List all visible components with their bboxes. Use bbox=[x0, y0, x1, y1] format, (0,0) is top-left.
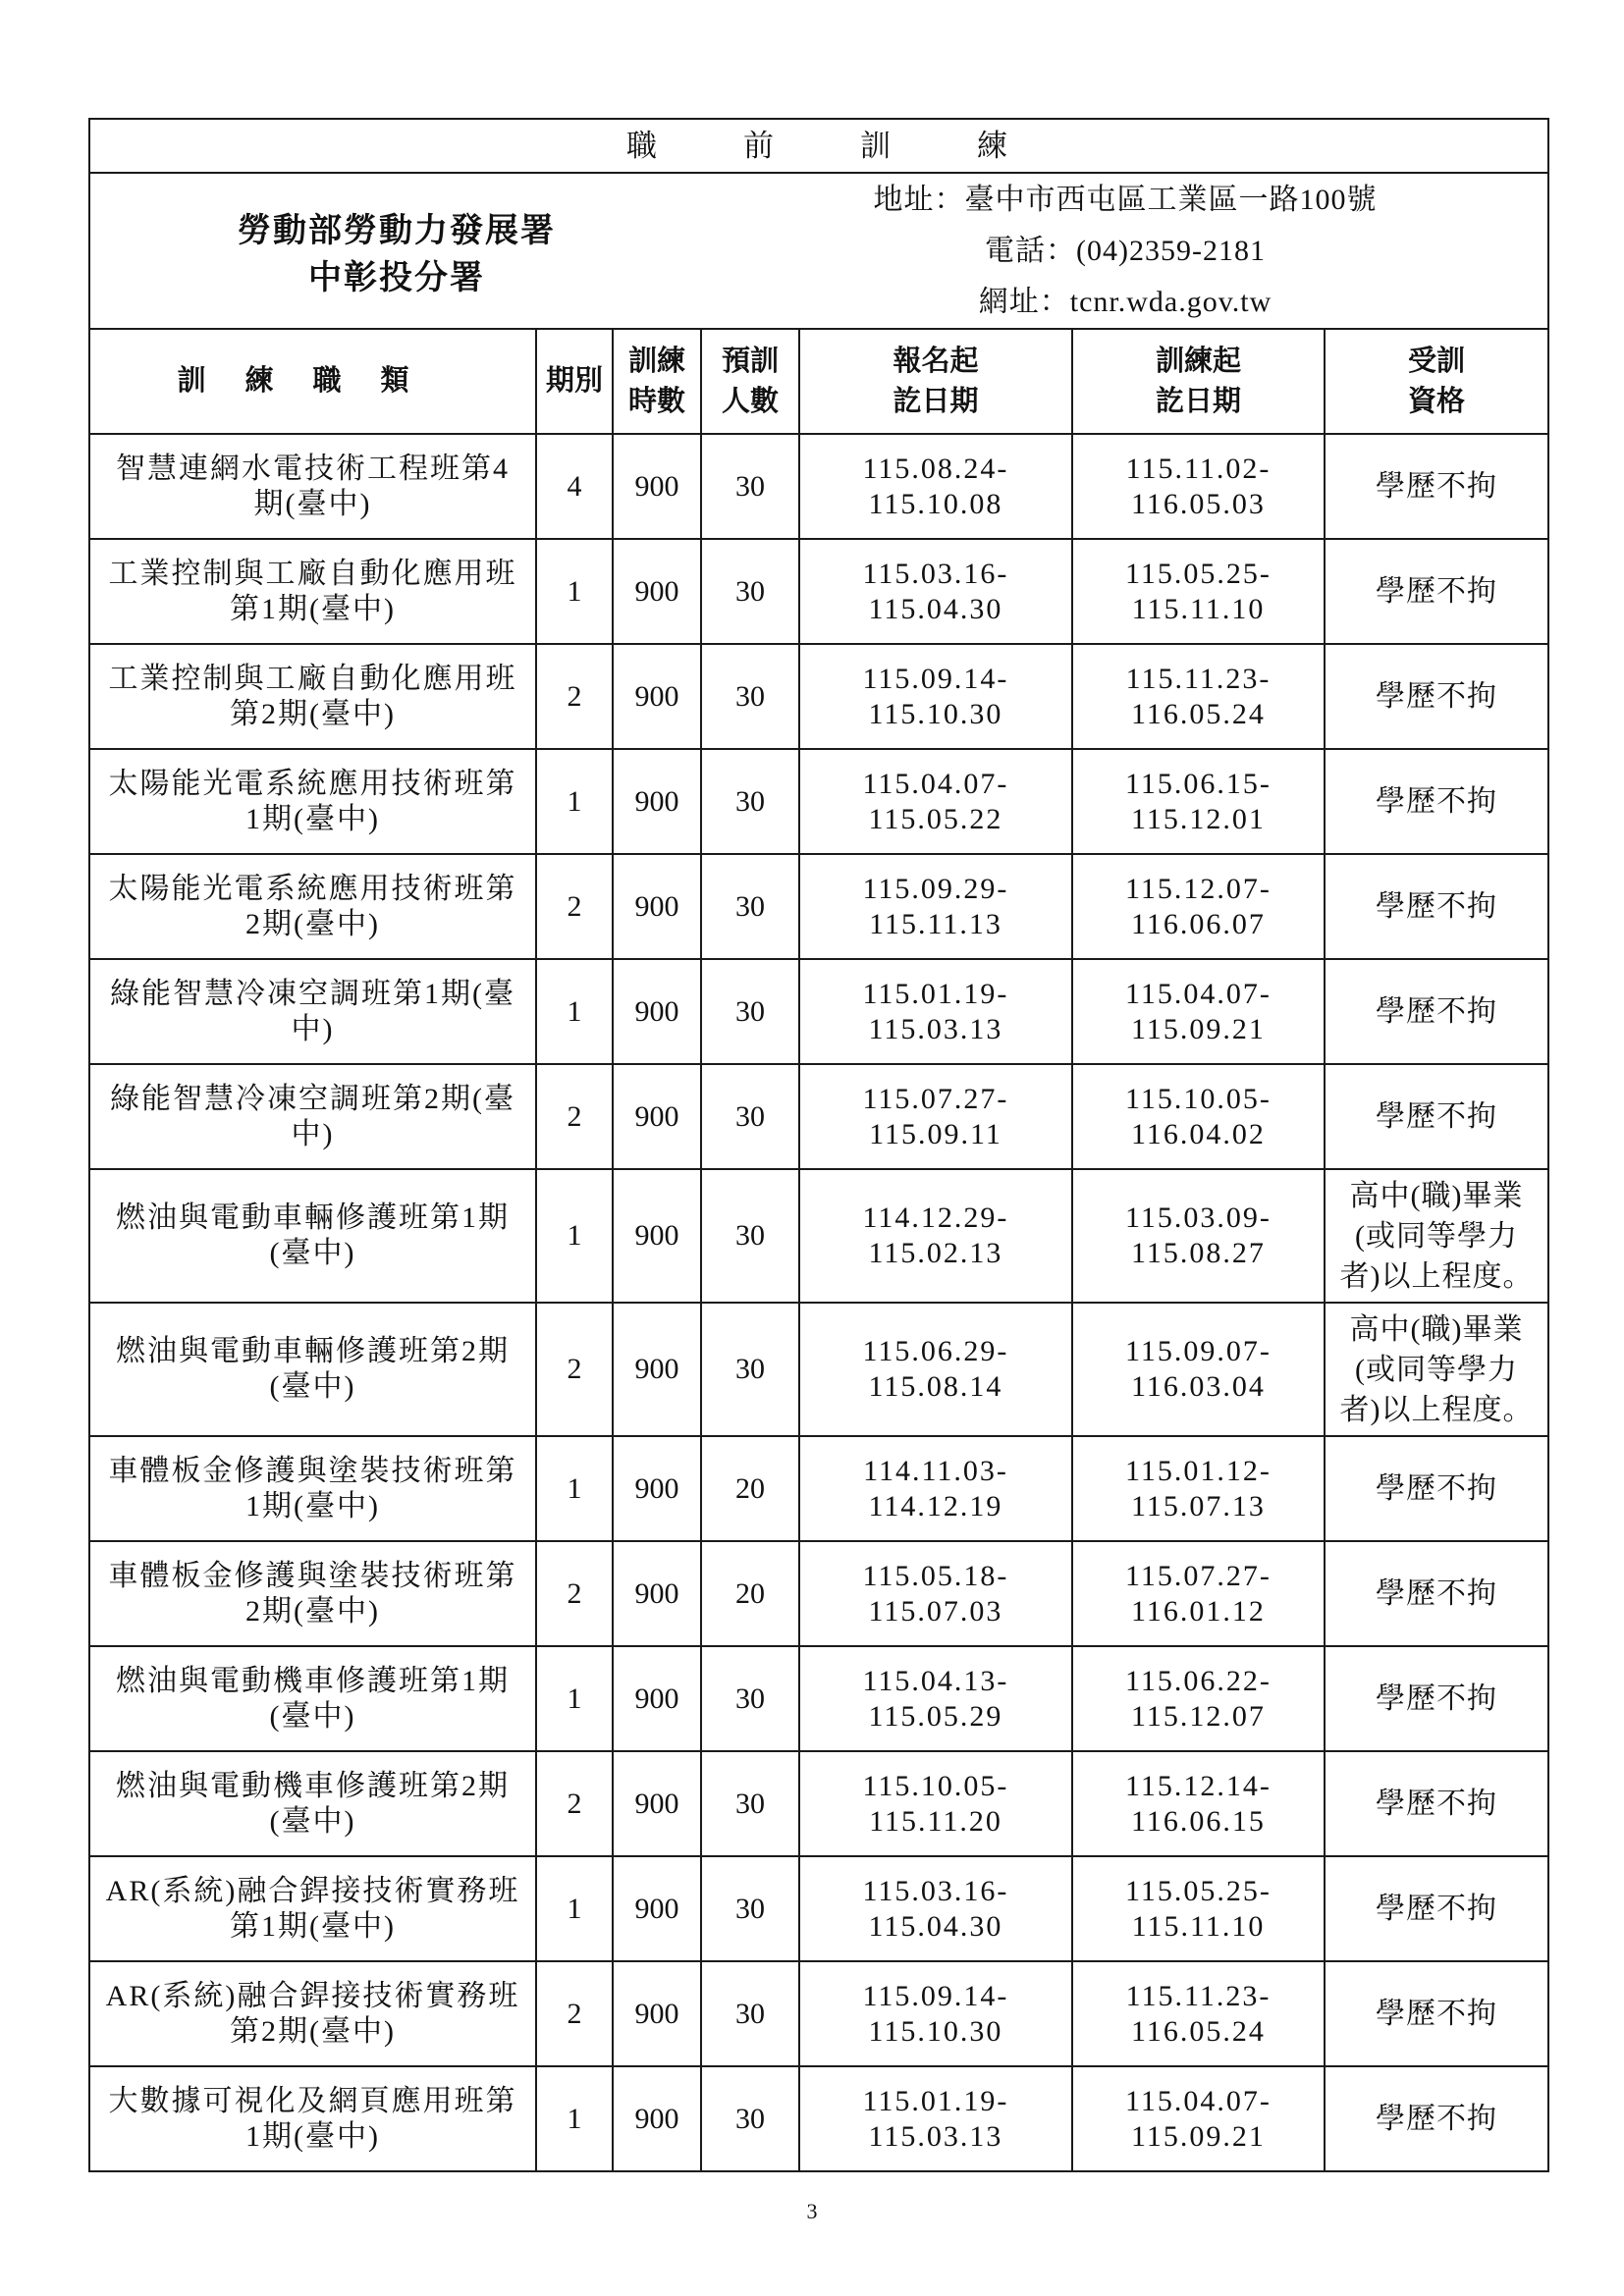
course-trainees-cell: 30 bbox=[701, 959, 799, 1064]
course-row bbox=[89, 1064, 1548, 1169]
column-header-qualification bbox=[1325, 329, 1548, 434]
course-trainees-cell: 30 bbox=[701, 1303, 799, 1436]
course-name-line: 工業控制與工廠自動化應用班 bbox=[108, 662, 517, 695]
course-name-cell bbox=[89, 1064, 536, 1169]
course-period-cell: 1 bbox=[536, 2066, 613, 2171]
course-registration-date-line: 115.03.13 bbox=[868, 2119, 1003, 2153]
course-qualification-line: 者)以上程度。 bbox=[1339, 1393, 1534, 1426]
course-name-cell bbox=[89, 959, 536, 1064]
course-name-line: 燃油與電動車輛修護班第2期 bbox=[116, 1335, 510, 1367]
course-qualification-line: 學歷不拘 bbox=[1376, 1788, 1498, 1820]
course-qualification-line: 學歷不拘 bbox=[1376, 575, 1498, 608]
course-qualification-cell bbox=[1325, 539, 1548, 644]
course-hours-cell: 900 bbox=[613, 1751, 701, 1856]
course-training-date-line: 115.08.27 bbox=[1131, 1237, 1266, 1269]
course-hours-cell: 900 bbox=[613, 1436, 701, 1541]
course-period-cell: 2 bbox=[536, 1961, 613, 2066]
course-training-date-line: 116.06.07 bbox=[1131, 907, 1266, 940]
course-name-cell bbox=[89, 1856, 536, 1961]
course-trainees-cell: 30 bbox=[701, 434, 799, 539]
course-registration-date-line: 115.04.13- bbox=[862, 1664, 1009, 1697]
course-qualification-cell bbox=[1325, 434, 1548, 539]
course-training-date-line: 115.11.10 bbox=[1131, 1909, 1266, 1943]
course-training-date-line: 115.03.09- bbox=[1125, 1201, 1272, 1234]
course-registration-date-line: 115.04.07- bbox=[862, 767, 1009, 800]
column-header-training bbox=[1072, 329, 1325, 434]
course-name-cell bbox=[89, 1169, 536, 1303]
course-registration-date-line: 115.10.30 bbox=[868, 2014, 1003, 2048]
course-qualification-cell bbox=[1325, 1303, 1548, 1436]
course-name-line: 綠能智慧冷凍空調班第2期(臺 bbox=[110, 1082, 515, 1115]
course-name-line: 太陽能光電系統應用技術班第 bbox=[108, 872, 517, 905]
course-registration-date-line: 115.05.29 bbox=[868, 1699, 1003, 1733]
course-period-cell: 1 bbox=[536, 539, 613, 644]
course-name-line: 車體板金修護與塗裝技術班第 bbox=[108, 1559, 517, 1592]
course-training-date-line: 115.11.23- bbox=[1125, 662, 1272, 695]
course-training-date-line: 116.05.24 bbox=[1131, 697, 1266, 730]
course-name-cell bbox=[89, 539, 536, 644]
course-training-dates-cell bbox=[1072, 854, 1325, 959]
organization-block bbox=[90, 174, 703, 328]
course-training-date-line: 115.12.07 bbox=[1131, 1699, 1266, 1733]
course-hours-cell: 900 bbox=[613, 539, 701, 644]
course-name-line: 中) bbox=[291, 1117, 335, 1150]
course-name-line: 燃油與電動機車修護班第1期 bbox=[116, 1664, 510, 1697]
course-qualification-line: 學歷不拘 bbox=[1376, 995, 1498, 1028]
course-qualification-line: 學歷不拘 bbox=[1376, 1682, 1498, 1715]
course-training-dates-cell bbox=[1072, 749, 1325, 854]
course-training-date-line: 115.05.25- bbox=[1125, 1874, 1272, 1907]
course-registration-date-line: 115.10.30 bbox=[868, 697, 1003, 730]
course-registration-dates-cell bbox=[799, 1064, 1072, 1169]
column-header-hours bbox=[613, 329, 701, 434]
course-qualification-cell bbox=[1325, 1961, 1548, 2066]
course-name-line: AR(系統)融合銲接技術實務班 bbox=[105, 1874, 520, 1907]
organization-row bbox=[89, 173, 1548, 329]
course-hours-cell: 900 bbox=[613, 1646, 701, 1751]
course-name-line: 燃油與電動車輛修護班第1期 bbox=[116, 1201, 510, 1234]
course-registration-dates-cell bbox=[799, 644, 1072, 749]
training-schedule-table bbox=[88, 118, 1549, 2172]
course-name-line: 2期(臺中) bbox=[245, 1594, 380, 1628]
course-training-date-line: 115.06.15- bbox=[1125, 767, 1272, 800]
column-header-period: 期別 bbox=[536, 329, 613, 434]
course-registration-dates-cell bbox=[799, 1541, 1072, 1646]
contact-phone: 電話：(04)2359-2181 bbox=[985, 234, 1267, 267]
course-trainees-cell: 30 bbox=[701, 2066, 799, 2171]
course-training-date-line: 115.07.13 bbox=[1131, 1489, 1266, 1522]
course-name-line: 1期(臺中) bbox=[245, 1489, 380, 1522]
course-name-line: (臺中) bbox=[269, 1699, 356, 1733]
course-training-date-line: 115.12.07- bbox=[1125, 872, 1272, 905]
course-training-date-line: 115.11.23- bbox=[1125, 1979, 1272, 2012]
course-row bbox=[89, 1856, 1548, 1961]
course-training-date-line: 115.11.10 bbox=[1131, 592, 1266, 625]
course-row bbox=[89, 434, 1548, 539]
course-row bbox=[89, 1961, 1548, 2066]
course-registration-date-line: 115.07.03 bbox=[868, 1594, 1003, 1628]
course-registration-dates-cell bbox=[799, 2066, 1072, 2171]
course-qualification-line: 學歷不拘 bbox=[1376, 890, 1498, 923]
course-qualification-line: 者)以上程度。 bbox=[1339, 1259, 1534, 1293]
course-name-line: 大數據可視化及網頁應用班第 bbox=[108, 2084, 517, 2117]
course-registration-date-line: 115.05.22 bbox=[868, 802, 1003, 835]
course-trainees-cell: 20 bbox=[701, 1541, 799, 1646]
column-header-trainees bbox=[701, 329, 799, 434]
column-header-trainees-line: 人數 bbox=[721, 385, 779, 417]
course-registration-date-line: 115.09.29- bbox=[862, 872, 1009, 905]
course-name-line: 第2期(臺中) bbox=[230, 2014, 396, 2048]
course-hours-cell: 900 bbox=[613, 1961, 701, 2066]
course-training-date-line: 116.05.03 bbox=[1131, 487, 1266, 520]
course-qualification-line: (或同等學力 bbox=[1355, 1353, 1519, 1386]
course-registration-dates-cell bbox=[799, 1303, 1072, 1436]
course-hours-cell: 900 bbox=[613, 644, 701, 749]
course-registration-date-line: 115.03.16- bbox=[862, 557, 1009, 590]
column-header-trainees-line: 預訓 bbox=[721, 345, 779, 377]
course-qualification-line: 學歷不拘 bbox=[1376, 470, 1498, 503]
column-header-hours-line: 時數 bbox=[627, 385, 685, 417]
course-training-date-line: 115.04.07- bbox=[1125, 977, 1272, 1010]
course-trainees-cell: 30 bbox=[701, 1856, 799, 1961]
course-period-cell: 1 bbox=[536, 749, 613, 854]
organization-header bbox=[89, 173, 1548, 329]
course-training-date-line: 115.10.05- bbox=[1125, 1082, 1272, 1115]
contact-address: 地址：臺中市西屯區工業區一路100號 bbox=[873, 183, 1378, 216]
course-training-dates-cell bbox=[1072, 1169, 1325, 1303]
course-training-dates-cell bbox=[1072, 539, 1325, 644]
course-row bbox=[89, 644, 1548, 749]
course-registration-dates-cell bbox=[799, 854, 1072, 959]
course-trainees-cell: 20 bbox=[701, 1436, 799, 1541]
course-period-cell: 1 bbox=[536, 959, 613, 1064]
course-hours-cell: 900 bbox=[613, 1856, 701, 1961]
course-hours-cell: 900 bbox=[613, 1303, 701, 1436]
course-hours-cell: 900 bbox=[613, 434, 701, 539]
course-hours-cell: 900 bbox=[613, 1169, 701, 1303]
course-name-line: 1期(臺中) bbox=[245, 802, 380, 835]
course-name-line: 1期(臺中) bbox=[245, 2119, 380, 2153]
course-name-line: 智慧連網水電技術工程班第4 bbox=[116, 452, 510, 485]
column-header-registration-line: 報名起 bbox=[893, 345, 979, 377]
course-name-cell bbox=[89, 2066, 536, 2171]
course-qualification-line: 學歷不拘 bbox=[1376, 785, 1498, 818]
column-header-registration-line: 訖日期 bbox=[893, 385, 979, 417]
course-registration-date-line: 115.11.20 bbox=[869, 1804, 1002, 1838]
course-training-date-line: 115.12.14- bbox=[1125, 1769, 1272, 1802]
course-name-line: 中) bbox=[291, 1012, 335, 1045]
course-registration-dates-cell bbox=[799, 959, 1072, 1064]
course-qualification-cell bbox=[1325, 2066, 1548, 2171]
course-row bbox=[89, 1303, 1548, 1436]
course-training-date-line: 115.09.07- bbox=[1125, 1335, 1272, 1367]
course-registration-date-line: 115.01.19- bbox=[862, 977, 1009, 1010]
course-row bbox=[89, 1541, 1548, 1646]
course-training-date-line: 116.03.04 bbox=[1131, 1370, 1266, 1403]
course-registration-date-line: 115.09.14- bbox=[862, 1979, 1009, 2012]
course-qualification-cell bbox=[1325, 1064, 1548, 1169]
course-training-date-line: 115.11.02- bbox=[1125, 452, 1272, 485]
course-period-cell: 4 bbox=[536, 434, 613, 539]
column-header-registration bbox=[799, 329, 1072, 434]
organization-header-inner bbox=[90, 174, 1547, 328]
course-hours-cell: 900 bbox=[613, 959, 701, 1064]
course-trainees-cell: 30 bbox=[701, 1961, 799, 2066]
course-training-date-line: 115.06.22- bbox=[1125, 1664, 1272, 1697]
course-registration-dates-cell bbox=[799, 1646, 1072, 1751]
course-registration-date-line: 115.10.05- bbox=[862, 1769, 1009, 1802]
title-row bbox=[89, 119, 1548, 173]
course-name-line: 車體板金修護與塗裝技術班第 bbox=[108, 1454, 517, 1487]
course-qualification-cell bbox=[1325, 1541, 1548, 1646]
course-training-dates-cell bbox=[1072, 1303, 1325, 1436]
course-training-date-line: 115.07.27- bbox=[1125, 1559, 1272, 1592]
course-qualification-cell bbox=[1325, 1646, 1548, 1751]
course-training-date-line: 116.06.15 bbox=[1131, 1804, 1266, 1838]
course-training-date-line: 115.09.21 bbox=[1131, 2119, 1266, 2153]
course-name-cell bbox=[89, 644, 536, 749]
course-name-cell bbox=[89, 1961, 536, 2066]
course-name-line: AR(系統)融合銲接技術實務班 bbox=[105, 1979, 520, 2012]
course-name-line: 綠能智慧冷凍空調班第1期(臺 bbox=[110, 977, 515, 1010]
course-name-line: 太陽能光電系統應用技術班第 bbox=[108, 767, 517, 800]
course-period-cell: 2 bbox=[536, 644, 613, 749]
course-name-cell bbox=[89, 1436, 536, 1541]
course-training-dates-cell bbox=[1072, 1961, 1325, 2066]
course-registration-date-line: 115.09.14- bbox=[862, 662, 1009, 695]
column-header-row bbox=[89, 329, 1548, 434]
course-qualification-cell bbox=[1325, 749, 1548, 854]
course-registration-date-line: 115.02.13 bbox=[868, 1237, 1003, 1269]
course-qualification-line: 高中(職)畢業 bbox=[1349, 1179, 1524, 1212]
page-number: 3 bbox=[806, 2199, 818, 2223]
course-training-dates-cell bbox=[1072, 644, 1325, 749]
course-training-date-line: 116.01.12 bbox=[1131, 1594, 1266, 1628]
course-registration-date-line: 115.04.30 bbox=[868, 1909, 1003, 1943]
course-registration-date-line: 115.08.14 bbox=[868, 1370, 1003, 1403]
course-qualification-cell bbox=[1325, 959, 1548, 1064]
course-registration-date-line: 115.06.29- bbox=[862, 1335, 1009, 1367]
course-training-dates-cell bbox=[1072, 434, 1325, 539]
course-training-dates-cell bbox=[1072, 1646, 1325, 1751]
course-period-cell: 2 bbox=[536, 1303, 613, 1436]
course-name-line: 工業控制與工廠自動化應用班 bbox=[108, 557, 517, 590]
course-trainees-cell: 30 bbox=[701, 1169, 799, 1303]
course-registration-date-line: 114.11.03- bbox=[863, 1454, 1008, 1487]
column-header-qualification-line: 資格 bbox=[1408, 385, 1466, 417]
course-qualification-line: 學歷不拘 bbox=[1376, 680, 1498, 713]
course-registration-date-line: 115.07.27- bbox=[862, 1082, 1009, 1115]
course-registration-date-line: 115.10.08 bbox=[868, 487, 1003, 520]
course-registration-date-line: 115.11.13 bbox=[869, 907, 1002, 940]
course-training-dates-cell bbox=[1072, 1541, 1325, 1646]
course-training-dates-cell bbox=[1072, 1751, 1325, 1856]
course-training-date-line: 116.05.24 bbox=[1131, 2014, 1266, 2048]
course-hours-cell: 900 bbox=[613, 854, 701, 959]
course-registration-date-line: 115.03.13 bbox=[868, 1012, 1003, 1045]
course-name-line: 2期(臺中) bbox=[245, 907, 380, 940]
course-list bbox=[89, 434, 1548, 2171]
course-qualification-line: 高中(職)畢業 bbox=[1349, 1312, 1524, 1346]
course-name-cell bbox=[89, 434, 536, 539]
course-registration-dates-cell bbox=[799, 539, 1072, 644]
course-training-date-line: 115.09.21 bbox=[1131, 1012, 1266, 1045]
course-row bbox=[89, 539, 1548, 644]
course-qualification-line: 學歷不拘 bbox=[1376, 1893, 1498, 1925]
course-training-date-line: 116.04.02 bbox=[1131, 1117, 1266, 1150]
contact-website: 網址：tcnr.wda.gov.tw bbox=[978, 285, 1272, 318]
course-trainees-cell: 30 bbox=[701, 539, 799, 644]
course-name-cell bbox=[89, 1646, 536, 1751]
course-hours-cell: 900 bbox=[613, 1064, 701, 1169]
course-registration-dates-cell bbox=[799, 1751, 1072, 1856]
course-name-cell bbox=[89, 1541, 536, 1646]
course-registration-date-line: 115.03.16- bbox=[862, 1874, 1009, 1907]
course-registration-date-line: 114.12.29- bbox=[862, 1201, 1009, 1234]
course-hours-cell: 900 bbox=[613, 749, 701, 854]
course-name-line: (臺中) bbox=[269, 1370, 356, 1403]
column-header-hours-line: 訓練 bbox=[627, 345, 685, 377]
course-qualification-cell bbox=[1325, 644, 1548, 749]
course-registration-dates-cell bbox=[799, 749, 1072, 854]
course-training-dates-cell bbox=[1072, 959, 1325, 1064]
course-training-date-line: 115.01.12- bbox=[1125, 1454, 1272, 1487]
course-name-line: 燃油與電動機車修護班第2期 bbox=[116, 1769, 510, 1802]
course-training-dates-cell bbox=[1072, 1064, 1325, 1169]
course-period-cell: 1 bbox=[536, 1169, 613, 1303]
course-qualification-line: 學歷不拘 bbox=[1376, 1472, 1498, 1505]
course-name-line: 第2期(臺中) bbox=[230, 697, 396, 730]
course-registration-dates-cell bbox=[799, 1169, 1072, 1303]
course-qualification-line: 學歷不拘 bbox=[1376, 2103, 1498, 2135]
course-registration-date-line: 115.04.30 bbox=[868, 592, 1003, 625]
course-name-line: (臺中) bbox=[269, 1237, 356, 1269]
course-registration-date-line: 115.01.19- bbox=[862, 2084, 1009, 2117]
course-name-line: 第1期(臺中) bbox=[230, 592, 396, 625]
course-row bbox=[89, 1436, 1548, 1541]
course-training-date-line: 115.05.25- bbox=[1125, 557, 1272, 590]
course-registration-date-line: 115.08.24- bbox=[862, 452, 1009, 485]
course-trainees-cell: 30 bbox=[701, 644, 799, 749]
course-row bbox=[89, 1646, 1548, 1751]
organization-branch: 中彰投分署 bbox=[308, 259, 485, 296]
course-training-dates-cell bbox=[1072, 2066, 1325, 2171]
course-row bbox=[89, 749, 1548, 854]
course-qualification-line: 學歷不拘 bbox=[1376, 1998, 1498, 2030]
course-name-cell bbox=[89, 749, 536, 854]
course-qualification-line: (或同等學力 bbox=[1355, 1219, 1519, 1253]
course-qualification-cell bbox=[1325, 1169, 1548, 1303]
course-hours-cell: 900 bbox=[613, 1541, 701, 1646]
column-header-category: 訓練職類 bbox=[89, 329, 536, 434]
course-trainees-cell: 30 bbox=[701, 749, 799, 854]
course-name-line: (臺中) bbox=[269, 1804, 356, 1838]
course-hours-cell: 900 bbox=[613, 2066, 701, 2171]
course-name-cell bbox=[89, 1303, 536, 1436]
course-trainees-cell: 30 bbox=[701, 1751, 799, 1856]
course-registration-date-line: 115.05.18- bbox=[862, 1559, 1009, 1592]
course-training-date-line: 115.04.07- bbox=[1125, 2084, 1272, 2117]
document-title: 職前訓練 bbox=[89, 119, 1548, 173]
organization-name: 勞動部勞動力發展署 bbox=[238, 212, 556, 249]
course-period-cell: 2 bbox=[536, 1541, 613, 1646]
course-name-cell bbox=[89, 1751, 536, 1856]
course-row bbox=[89, 2066, 1548, 2171]
course-period-cell: 2 bbox=[536, 1064, 613, 1169]
column-header-training-line: 訓練起 bbox=[1155, 345, 1241, 377]
course-row bbox=[89, 1751, 1548, 1856]
course-training-date-line: 115.12.01 bbox=[1131, 802, 1266, 835]
course-registration-dates-cell bbox=[799, 434, 1072, 539]
course-registration-date-line: 115.09.11 bbox=[869, 1117, 1002, 1150]
course-registration-dates-cell bbox=[799, 1856, 1072, 1961]
course-period-cell: 1 bbox=[536, 1856, 613, 1961]
course-name-line: 第1期(臺中) bbox=[230, 1909, 396, 1943]
course-qualification-cell bbox=[1325, 1856, 1548, 1961]
course-period-cell: 2 bbox=[536, 1751, 613, 1856]
course-trainees-cell: 30 bbox=[701, 1064, 799, 1169]
course-registration-date-line: 114.12.19 bbox=[868, 1489, 1003, 1522]
course-row bbox=[89, 1169, 1548, 1303]
course-name-line: 期(臺中) bbox=[253, 487, 372, 520]
course-qualification-cell bbox=[1325, 854, 1548, 959]
course-training-dates-cell bbox=[1072, 1436, 1325, 1541]
course-period-cell: 1 bbox=[536, 1646, 613, 1751]
course-qualification-line: 學歷不拘 bbox=[1376, 1577, 1498, 1610]
course-trainees-cell: 30 bbox=[701, 1646, 799, 1751]
course-registration-dates-cell bbox=[799, 1436, 1072, 1541]
course-row bbox=[89, 854, 1548, 959]
contact-block bbox=[703, 174, 1547, 328]
course-name-cell bbox=[89, 854, 536, 959]
course-row bbox=[89, 959, 1548, 1064]
course-qualification-cell bbox=[1325, 1436, 1548, 1541]
course-period-cell: 2 bbox=[536, 854, 613, 959]
course-qualification-cell bbox=[1325, 1751, 1548, 1856]
column-header-qualification-line: 受訓 bbox=[1408, 345, 1466, 377]
course-training-dates-cell bbox=[1072, 1856, 1325, 1961]
column-header-training-line: 訖日期 bbox=[1155, 385, 1241, 417]
course-trainees-cell: 30 bbox=[701, 854, 799, 959]
course-registration-dates-cell bbox=[799, 1961, 1072, 2066]
course-qualification-line: 學歷不拘 bbox=[1376, 1100, 1498, 1133]
course-period-cell: 1 bbox=[536, 1436, 613, 1541]
